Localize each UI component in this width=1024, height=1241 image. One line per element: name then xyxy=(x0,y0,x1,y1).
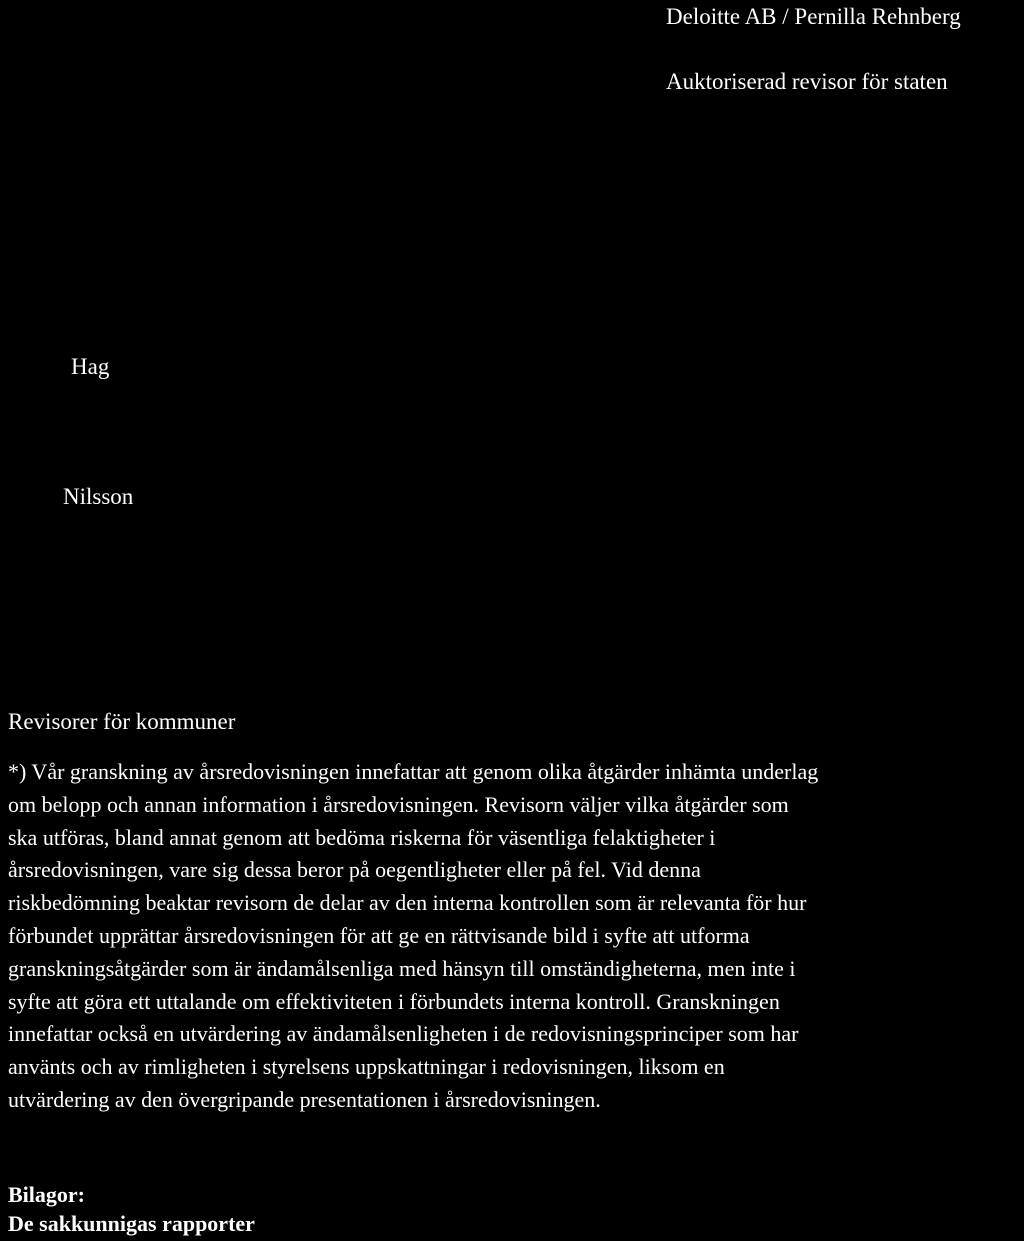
signatory-name-hag: Hag xyxy=(71,354,110,379)
footnote-line: ska utföras, bland annat genom att bedöma riskerna för väsentliga felaktigheter i xyxy=(8,824,716,850)
footnote-line: om belopp och annan information i årsredovisningen. Revisorn väljer vilka åtgärder som xyxy=(8,791,789,817)
footnote-paragraph xyxy=(8,756,1024,1117)
signatory-name-nilsson: Nilsson xyxy=(63,484,134,509)
attachments-heading: Bilagor: xyxy=(8,1182,85,1207)
municipal-auditors-label: Revisorer för kommuner xyxy=(8,709,236,734)
footnote-line: granskningsåtgärder som är ändamålsenliga med hänsyn till omständigheterna, men inte i xyxy=(8,955,796,981)
signatory-title: Auktoriserad revisor för staten xyxy=(666,69,948,94)
signatory-firm-line: Deloitte AB / Pernilla Rehnberg xyxy=(666,4,961,29)
footnote-line: syfte att göra ett uttalande om effektiviteten i förbundets interna kontroll. Granskningen xyxy=(8,988,780,1014)
footnote-line: riskbedömning beaktar revisorn de delar av den interna kontrollen som är relevanta för hur xyxy=(8,890,807,916)
footnote-line: årsredovisningen, vare sig dessa beror på oegentligheter eller på fel. Vid denna xyxy=(8,857,701,883)
footnote-line: utvärdering av den övergripande presentationen i årsredovisningen. xyxy=(8,1086,601,1112)
footnote-line: *) Vår granskning av årsredovisningen innefattar att genom olika åtgärder inhämta underlag xyxy=(8,759,819,784)
footnote-line: innefattar också en utvärdering av ändamålsenligheten i de redovisningsprinciper som har xyxy=(8,1021,799,1047)
footnote-line: använts och av rimligheten i styrelsens uppskattningar i redovisningen, liksom en xyxy=(8,1054,725,1080)
attachments-item: De sakkunnigas rapporter xyxy=(8,1211,255,1236)
footnote-line: förbundet upprättar årsredovisningen för att ge en rättvisande bild i syfte att utforma xyxy=(8,922,750,948)
